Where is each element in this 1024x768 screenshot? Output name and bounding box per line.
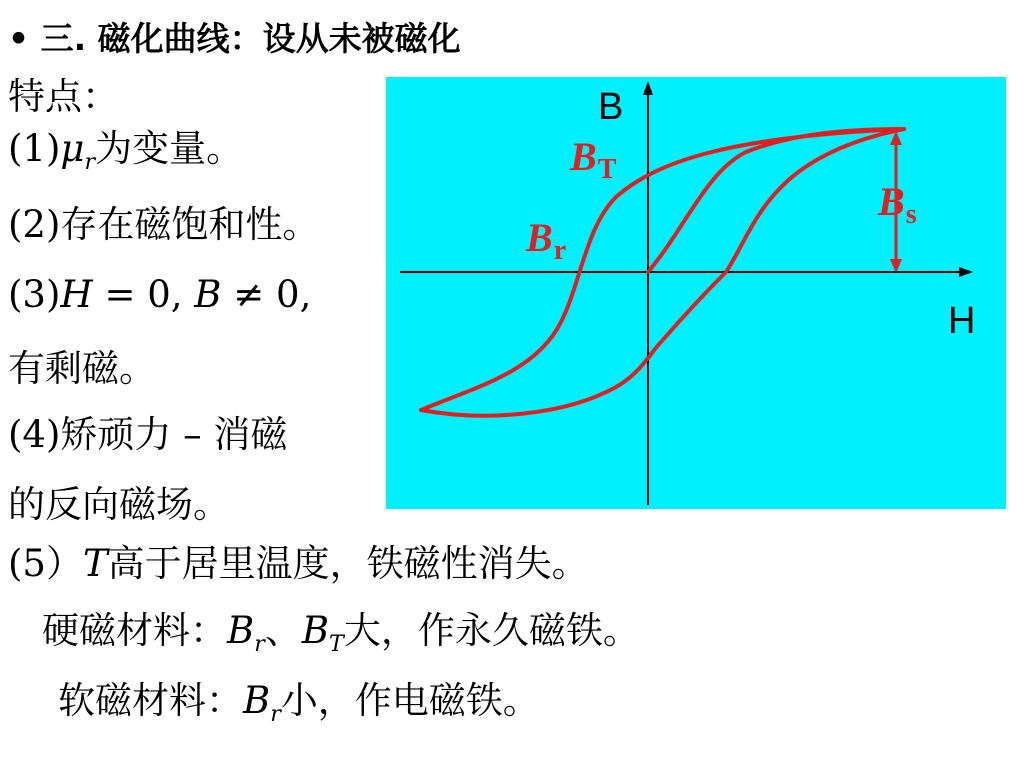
feature-item-1 bbox=[8, 127, 244, 175]
feature-item-3-end: ≠ 0, bbox=[221, 273, 312, 316]
soft-label: 软磁材料： bbox=[58, 679, 243, 722]
soft-br-subscript: r bbox=[270, 700, 281, 727]
t-symbol: T bbox=[82, 542, 108, 585]
label-bs: $B_s$ bbox=[878, 179, 917, 230]
hard-separator: 、 bbox=[264, 609, 302, 652]
b-symbol: B bbox=[194, 273, 222, 316]
h-symbol: H bbox=[60, 273, 93, 316]
hard-magnetic-line bbox=[42, 609, 640, 657]
feature-item-1-text: 为变量。 bbox=[95, 127, 244, 170]
features-heading: 特点： bbox=[8, 75, 119, 118]
mu-symbol: μ bbox=[60, 127, 85, 170]
feature-item-5-text: 高于居里温度，铁磁性消失。 bbox=[107, 542, 589, 585]
feature-item-3-prefix: (3) bbox=[8, 273, 61, 316]
feature-item-3-mid: = 0, bbox=[92, 273, 195, 316]
hysteresis-figure bbox=[386, 77, 1006, 509]
hard-br-subscript: r bbox=[254, 630, 265, 657]
feature-item-4: (4)矫顽力 – 消磁 bbox=[8, 413, 288, 456]
feature-item-1-prefix: (1) bbox=[8, 127, 61, 170]
hard-bt-symbol: B bbox=[301, 609, 330, 652]
soft-magnetic-line bbox=[58, 679, 540, 727]
figure-background bbox=[386, 77, 1006, 509]
hard-bt-subscript: T bbox=[329, 630, 344, 657]
b-axis-label: B bbox=[598, 86, 624, 128]
slide-title: • 三. 磁化曲线：设从未被磁化 bbox=[8, 19, 461, 58]
hard-br-symbol: B bbox=[227, 609, 255, 652]
feature-item-3b: 有剩磁。 bbox=[8, 347, 156, 390]
feature-item-2: (2)存在磁饱和性。 bbox=[8, 203, 320, 246]
label-bt: $B_T$ bbox=[570, 134, 617, 185]
hard-text: 大，作永久磁铁。 bbox=[343, 609, 640, 652]
mu-subscript: r bbox=[84, 148, 96, 175]
hard-label: 硬磁材料： bbox=[42, 609, 227, 652]
soft-text: 小，作电磁铁。 bbox=[280, 679, 540, 722]
label-br: $B_r$ bbox=[526, 215, 567, 266]
feature-item-5 bbox=[8, 542, 589, 585]
h-axis-label: H bbox=[948, 300, 976, 342]
feature-item-5-prefix: (5） bbox=[8, 542, 83, 585]
feature-item-4b: 的反向磁场。 bbox=[8, 483, 230, 526]
feature-item-3 bbox=[8, 273, 312, 316]
soft-br-symbol: B bbox=[243, 679, 271, 722]
